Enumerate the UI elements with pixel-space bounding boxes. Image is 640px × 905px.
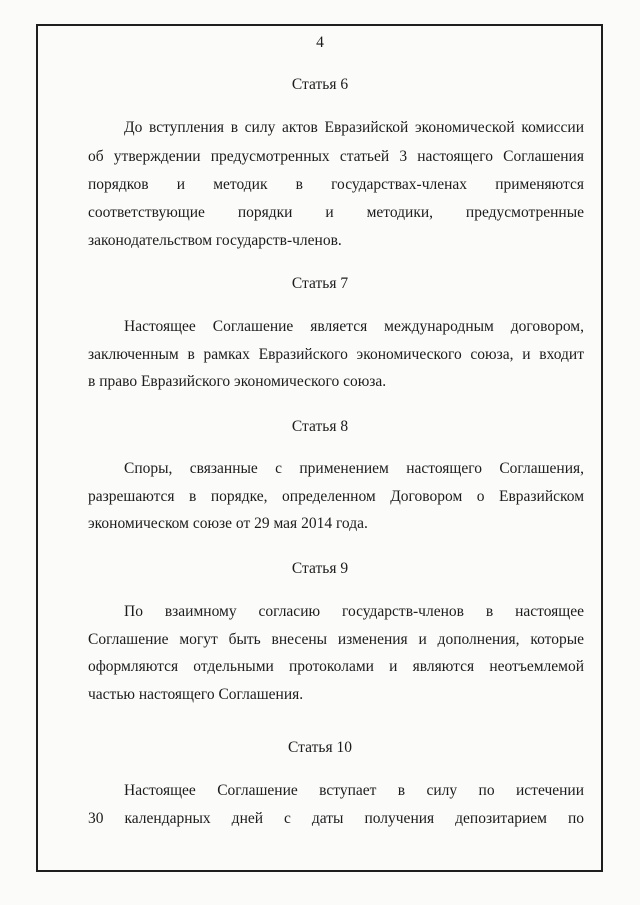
article-7-line-2: заключенным в рамках Евразийского экономического союза, и входит: [88, 346, 584, 363]
article-6-line-3: порядков и методик в государствах-членах применяются: [88, 176, 584, 193]
article-9-line-4: частью настоящего Соглашения.: [88, 686, 304, 703]
article-10-heading: Статья 10: [288, 739, 352, 756]
page-number: 4: [316, 34, 324, 51]
article-6-line-2: об утверждении предусмотренных статьей 3 настоящего Соглашения: [88, 148, 584, 165]
article-8-line-3: экономическом союзе от 29 мая 2014 года.: [88, 515, 368, 532]
article-6-line-1: До вступления в силу актов Евразийской экономической комиссии: [124, 119, 584, 136]
article-9-line-3: оформляются отдельными протоколами и являются неотъемлемой: [88, 658, 584, 675]
article-7-line-1: Настоящее Соглашение является международным договором,: [124, 318, 584, 335]
article-6-line-5: законодательством государств-членов.: [88, 232, 342, 249]
article-10-line-2: 30 календарных дней с даты получения депозитарием по: [88, 810, 584, 827]
article-8-line-1: Споры, связанные с применением настоящего Соглашения,: [124, 460, 584, 477]
article-9-line-2: Соглашение могут быть внесены изменения и дополнения, которые: [88, 631, 584, 648]
article-6-line-4: соответствующие порядки и методики, предусмотренные: [88, 204, 584, 221]
article-9-line-1: По взаимному согласию государств-членов в настоящее: [124, 603, 584, 620]
article-10-line-1: Настоящее Соглашение вступает в силу по истечении: [124, 782, 584, 799]
article-8-heading: Статья 8: [291, 418, 349, 435]
article-7-heading: Статья 7: [291, 275, 349, 292]
article-8-line-2: разрешаются в порядке, определенном Договором о Евразийском: [88, 488, 584, 505]
article-7-line-3: в право Евразийского экономического союза.: [88, 373, 387, 390]
article-6-heading: Статья 6: [291, 76, 349, 93]
article-9-heading: Статья 9: [291, 560, 349, 577]
